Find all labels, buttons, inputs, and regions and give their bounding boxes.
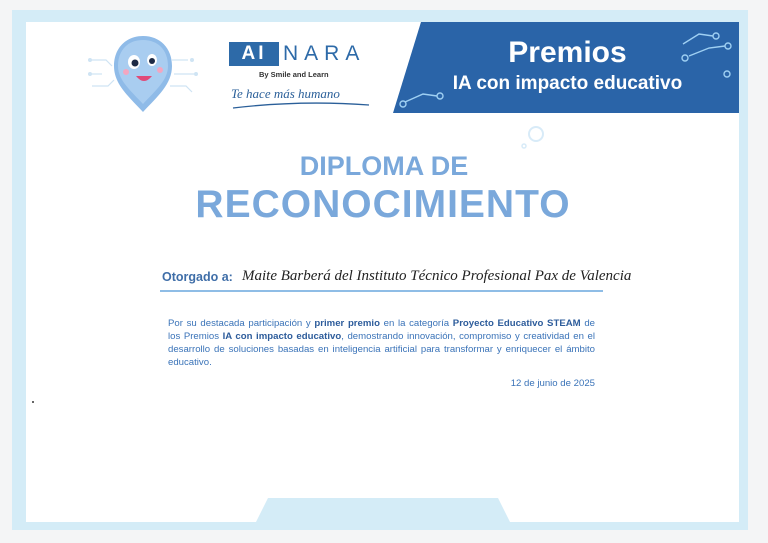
body-text-1: Por su destacada participación y (168, 318, 315, 329)
recognition-heading: RECONOCIMIENTO (195, 183, 571, 226)
body-bold-first-prize: primer premio (314, 318, 380, 329)
logo-ai-mark: AI (229, 42, 279, 66)
body-text-2: en la categoría (379, 318, 453, 329)
robot-mascot-icon (88, 30, 198, 115)
banner-subtitle: IA con impacto educativo (452, 73, 683, 94)
decorative-circle-icon (520, 120, 550, 150)
body-bold-category: Proyecto Educativo STEAM (452, 318, 581, 329)
body-text-4: , demostrando innovación, compromiso y creatividad en el desarrollo de soluciones basadas en inteligencia artificial para transformar y enriquecer el ámbito educativo. (168, 331, 596, 368)
recipient-name: Maite Barberá del Instituto Técnico Profesional Pax de Valencia (242, 268, 632, 284)
logo-nara-text: NARA (283, 42, 366, 65)
recipient-underline (160, 290, 603, 292)
scan-speck (32, 401, 34, 403)
ainara-logo (225, 38, 375, 118)
logo-tagline: Te hace más humano (231, 86, 340, 101)
awarded-to-label: Otorgado a: (162, 270, 233, 284)
award-row (162, 268, 632, 290)
certificate-date: 12 de junio de 2025 (510, 378, 595, 389)
bottom-decorative-bar (26, 498, 739, 522)
tagline-swoosh (231, 102, 371, 110)
body-text-3: de los Premios (168, 318, 595, 342)
logo-subtitle: By Smile and Learn (259, 70, 329, 79)
certificate-body-text (168, 317, 595, 369)
banner-title: Premios (508, 36, 627, 69)
body-bold-award-name: IA con impacto educativo (222, 331, 342, 342)
diploma-heading: DIPLOMA DE (299, 151, 469, 181)
